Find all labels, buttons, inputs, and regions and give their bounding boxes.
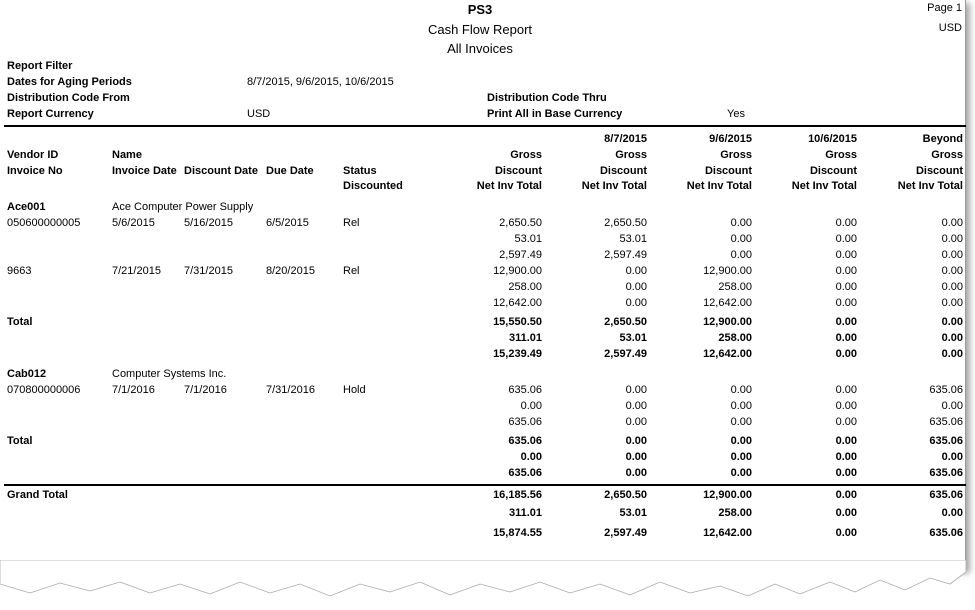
vendor-total-cell: 12,900.00 <box>703 316 752 328</box>
vendor-total-cell: 0.00 <box>730 435 752 447</box>
col-discounted: Discounted <box>343 180 403 192</box>
amount-cell: 0.00 <box>835 297 857 309</box>
discount-date: 7/31/2015 <box>184 265 233 277</box>
torn-edge <box>0 560 975 610</box>
col-discount: Discount <box>494 165 542 177</box>
col-gross: Gross <box>825 149 857 161</box>
amount-cell: 635.06 <box>508 416 542 428</box>
amount-cell: 2,650.50 <box>604 217 647 229</box>
grand-total-cell: 16,185.56 <box>493 489 542 501</box>
amount-cell: 0.00 <box>835 249 857 261</box>
grand-total-cell: 2,597.49 <box>604 527 647 539</box>
grand-total-cell: 0.00 <box>835 489 857 501</box>
vendor-id: Ace001 <box>7 201 46 213</box>
vendor-total-cell: 12,642.00 <box>703 348 752 360</box>
grand-total-divider <box>4 484 966 486</box>
page-number: Page 1 <box>927 2 962 14</box>
col-discount: Discount <box>599 165 647 177</box>
grand-total-label: Grand Total <box>7 489 68 501</box>
dist-from-label: Distribution Code From <box>7 92 130 104</box>
col-gross: Gross <box>720 149 752 161</box>
vendor-total-cell: 0.00 <box>941 451 963 463</box>
amount-cell: 12,900.00 <box>493 265 542 277</box>
vendor-total-label: Total <box>7 316 33 328</box>
col-net-total: Net Inv Total <box>897 180 963 192</box>
vendor-name: Ace Computer Power Supply <box>112 201 254 213</box>
amount-cell: 635.06 <box>929 384 963 396</box>
vendor-total-cell: 0.00 <box>730 451 752 463</box>
amount-cell: 258.00 <box>718 281 752 293</box>
col-gross: Gross <box>615 149 647 161</box>
amount-cell: 0.00 <box>520 400 542 412</box>
vendor-total-cell: 311.01 <box>508 332 542 344</box>
amount-cell: 0.00 <box>941 297 963 309</box>
amount-cell: 0.00 <box>835 400 857 412</box>
grand-total-cell: 258.00 <box>718 507 752 519</box>
col-due-date: Due Date <box>266 165 314 177</box>
col-net-total: Net Inv Total <box>476 180 542 192</box>
vendor-total-cell: 635.06 <box>929 467 963 479</box>
col-gross: Gross <box>510 149 542 161</box>
aging-label: Dates for Aging Periods <box>7 76 132 88</box>
amount-cell: 0.00 <box>625 265 647 277</box>
due-date: 6/5/2015 <box>266 217 309 229</box>
amount-cell: 0.00 <box>730 233 752 245</box>
col-gross: Gross <box>931 149 963 161</box>
vendor-total-cell: 0.00 <box>625 467 647 479</box>
amount-cell: 0.00 <box>835 265 857 277</box>
vendor-total-label: Total <box>7 435 33 447</box>
col-invoice-no: Invoice No <box>7 165 63 177</box>
amount-cell: 635.06 <box>929 416 963 428</box>
invoice-date: 7/1/2016 <box>112 384 155 396</box>
amount-cell: 2,650.50 <box>499 217 542 229</box>
vendor-total-cell: 2,650.50 <box>604 316 647 328</box>
col-net-total: Net Inv Total <box>791 180 857 192</box>
amount-cell: 12,642.00 <box>493 297 542 309</box>
amount-cell: 0.00 <box>835 384 857 396</box>
vendor-total-cell: 15,239.49 <box>493 348 542 360</box>
amount-cell: 53.01 <box>514 233 542 245</box>
grand-total-cell: 635.06 <box>929 489 963 501</box>
vendor-total-cell: 0.00 <box>835 316 857 328</box>
grand-total-cell: 0.00 <box>941 507 963 519</box>
currency-label: Report Currency <box>7 108 94 120</box>
grand-total-cell: 0.00 <box>835 507 857 519</box>
col-discount: Discount <box>915 165 963 177</box>
vendor-total-cell: 0.00 <box>835 435 857 447</box>
invoice-status: Rel <box>343 217 360 229</box>
aging-value: 8/7/2015, 9/6/2015, 10/6/2015 <box>247 76 394 88</box>
vendor-total-cell: 2,597.49 <box>604 348 647 360</box>
vendor-total-cell: 0.00 <box>941 348 963 360</box>
base-currency-value: Yes <box>727 108 745 120</box>
amount-cell: 0.00 <box>941 281 963 293</box>
filter-heading: Report Filter <box>7 60 73 72</box>
amount-cell: 0.00 <box>625 297 647 309</box>
invoice-status: Rel <box>343 265 360 277</box>
grand-total-cell: 12,900.00 <box>703 489 752 501</box>
due-date: 7/31/2016 <box>266 384 315 396</box>
header-divider <box>4 125 966 127</box>
col-discount: Discount <box>704 165 752 177</box>
col-period-3: Beyond <box>922 133 963 145</box>
amount-cell: 635.06 <box>508 384 542 396</box>
col-discount-date: Discount Date <box>184 165 258 177</box>
vendor-total-cell: 635.06 <box>508 435 542 447</box>
amount-cell: 0.00 <box>625 384 647 396</box>
vendor-total-cell: 635.06 <box>508 467 542 479</box>
vendor-total-cell: 15,550.50 <box>493 316 542 328</box>
grand-total-cell: 635.06 <box>929 527 963 539</box>
amount-cell: 0.00 <box>625 281 647 293</box>
amount-cell: 258.00 <box>508 281 542 293</box>
col-name: Name <box>112 149 142 161</box>
invoice-status: Hold <box>343 384 366 396</box>
amount-cell: 0.00 <box>730 384 752 396</box>
vendor-total-cell: 0.00 <box>835 467 857 479</box>
amount-cell: 0.00 <box>941 400 963 412</box>
company-name: PS3 <box>467 2 493 17</box>
col-discount: Discount <box>809 165 857 177</box>
vendor-total-cell: 635.06 <box>929 435 963 447</box>
vendor-total-cell: 0.00 <box>835 451 857 463</box>
col-net-total: Net Inv Total <box>686 180 752 192</box>
discount-date: 7/1/2016 <box>184 384 227 396</box>
amount-cell: 0.00 <box>835 281 857 293</box>
amount-cell: 0.00 <box>625 416 647 428</box>
grand-total-cell: 12,642.00 <box>703 527 752 539</box>
amount-cell: 0.00 <box>730 400 752 412</box>
col-invoice-date: Invoice Date <box>112 165 177 177</box>
amount-cell: 12,900.00 <box>703 265 752 277</box>
grand-total-cell: 53.01 <box>619 507 647 519</box>
amount-cell: 0.00 <box>835 217 857 229</box>
vendor-total-cell: 0.00 <box>941 332 963 344</box>
discount-date: 5/16/2015 <box>184 217 233 229</box>
currency-value: USD <box>247 108 271 120</box>
invoice-no: 9663 <box>7 265 32 277</box>
col-status: Status <box>343 165 377 177</box>
vendor-total-cell: 0.00 <box>730 467 752 479</box>
invoice-no: 070800000006 <box>7 384 81 396</box>
amount-cell: 2,597.49 <box>604 249 647 261</box>
grand-total-cell: 0.00 <box>835 527 857 539</box>
invoice-no: 050600000005 <box>7 217 81 229</box>
vendor-total-cell: 0.00 <box>835 348 857 360</box>
report-subtitle: All Invoices <box>447 41 513 56</box>
amount-cell: 0.00 <box>730 249 752 261</box>
col-vendor-id: Vendor ID <box>7 149 59 161</box>
report-title: Cash Flow Report <box>427 22 533 37</box>
amount-cell: 0.00 <box>941 249 963 261</box>
col-period-2: 10/6/2015 <box>808 133 857 145</box>
amount-cell: 0.00 <box>625 400 647 412</box>
header-currency: USD <box>938 22 962 34</box>
col-net-total: Net Inv Total <box>581 180 647 192</box>
col-period-1: 9/6/2015 <box>709 133 752 145</box>
grand-total-cell: 2,650.50 <box>604 489 647 501</box>
amount-cell: 0.00 <box>730 217 752 229</box>
amount-cell: 12,642.00 <box>703 297 752 309</box>
amount-cell: 0.00 <box>730 416 752 428</box>
amount-cell: 0.00 <box>941 233 963 245</box>
invoice-date: 7/21/2015 <box>112 265 161 277</box>
amount-cell: 0.00 <box>941 217 963 229</box>
due-date: 8/20/2015 <box>266 265 315 277</box>
amount-cell: 0.00 <box>835 233 857 245</box>
vendor-total-cell: 0.00 <box>835 332 857 344</box>
amount-cell: 53.01 <box>619 233 647 245</box>
vendor-total-cell: 0.00 <box>941 316 963 328</box>
amount-cell: 2,597.49 <box>499 249 542 261</box>
base-currency-label: Print All in Base Currency <box>487 108 623 120</box>
amount-cell: 0.00 <box>941 265 963 277</box>
col-period-0: 8/7/2015 <box>604 133 647 145</box>
dist-thru-label: Distribution Code Thru <box>487 92 607 104</box>
grand-total-cell: 311.01 <box>508 507 542 519</box>
vendor-total-cell: 0.00 <box>625 435 647 447</box>
vendor-total-cell: 53.01 <box>619 332 647 344</box>
vendor-name: Computer Systems Inc. <box>112 368 227 380</box>
vendor-id: Cab012 <box>7 368 47 380</box>
amount-cell: 0.00 <box>835 416 857 428</box>
vendor-total-cell: 0.00 <box>625 451 647 463</box>
grand-total-cell: 15,874.55 <box>493 527 542 539</box>
vendor-total-cell: 258.00 <box>718 332 752 344</box>
invoice-date: 5/6/2015 <box>112 217 155 229</box>
vendor-total-cell: 0.00 <box>520 451 542 463</box>
